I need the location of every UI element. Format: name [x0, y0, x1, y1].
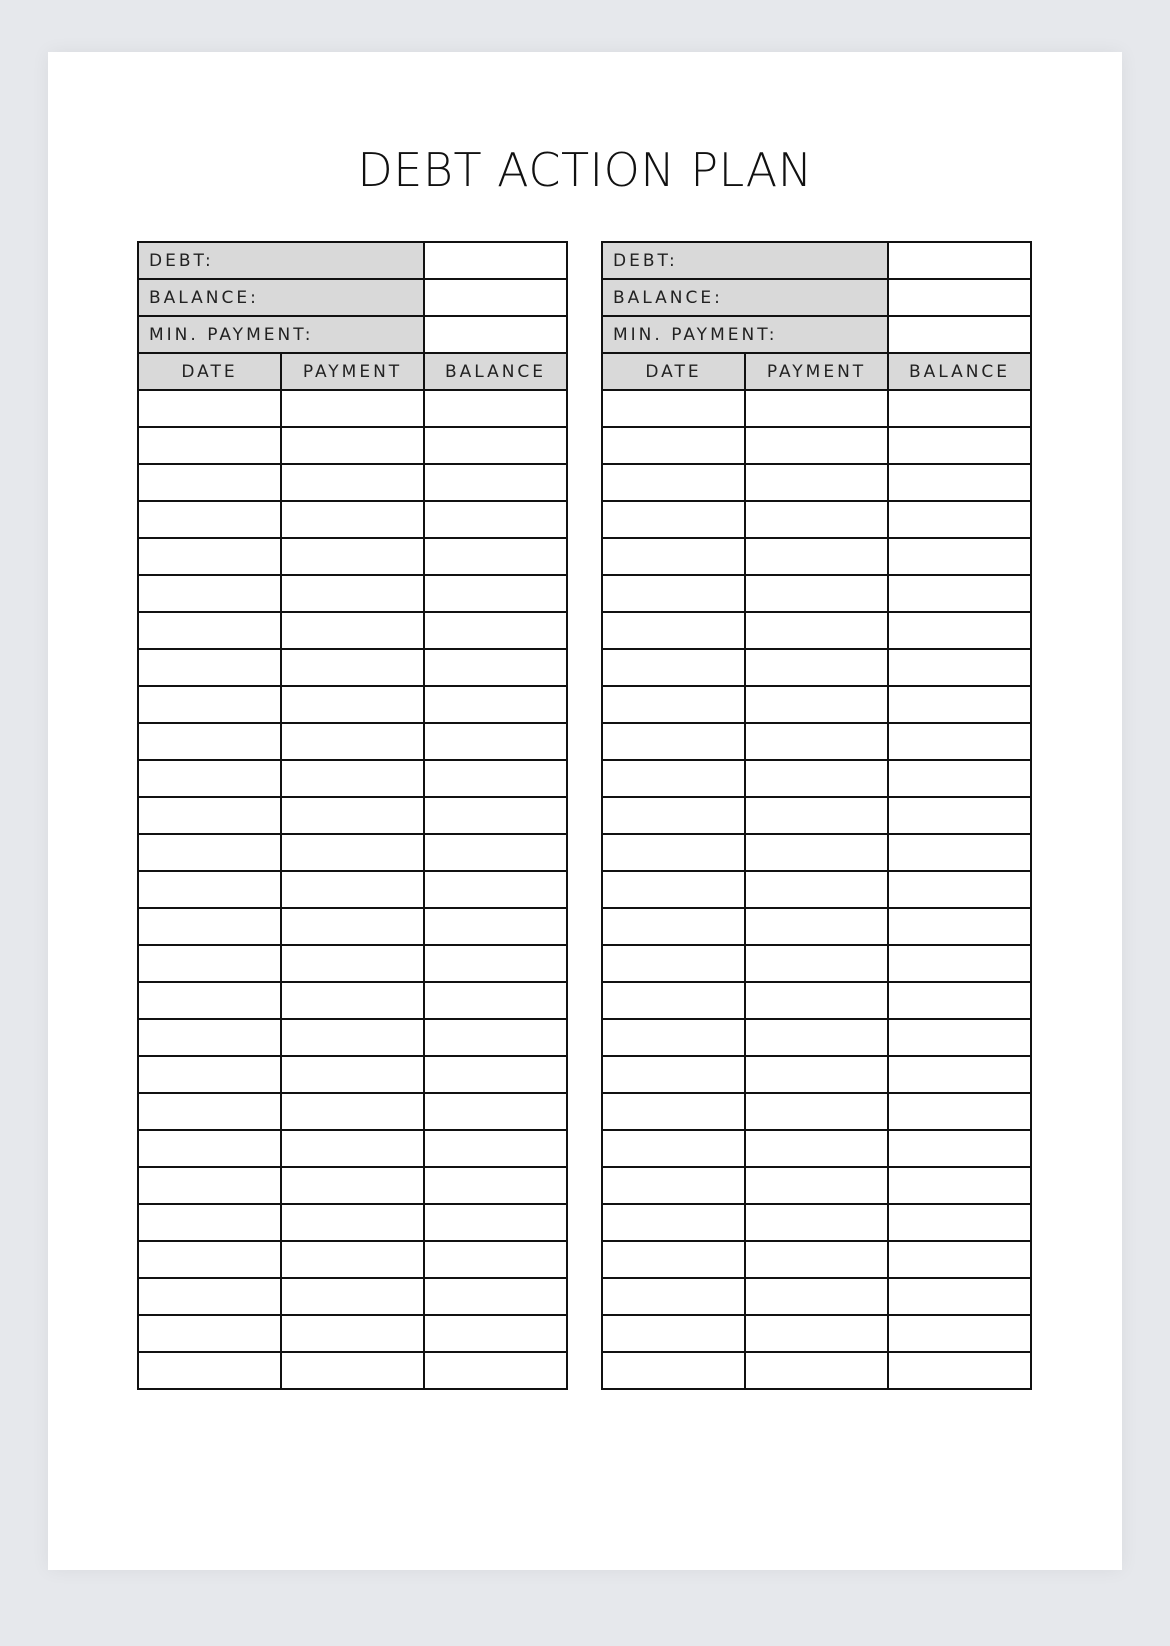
- payment-cell[interactable]: [745, 723, 888, 760]
- balance-cell[interactable]: [424, 1019, 567, 1056]
- payment-cell[interactable]: [281, 982, 424, 1019]
- payment-cell[interactable]: [745, 760, 888, 797]
- balance-cell[interactable]: [888, 575, 1031, 612]
- date-cell[interactable]: [138, 575, 281, 612]
- min-payment-row: [138, 316, 567, 353]
- balance-cell[interactable]: [888, 464, 1031, 501]
- debt-value-field[interactable]: [424, 242, 567, 279]
- date-cell[interactable]: [138, 982, 281, 1019]
- payment-cell[interactable]: [745, 427, 888, 464]
- balance-cell[interactable]: [888, 538, 1031, 575]
- date-cell[interactable]: [138, 427, 281, 464]
- date-cell[interactable]: [138, 871, 281, 908]
- payment-cell[interactable]: [281, 723, 424, 760]
- balance-cell[interactable]: [888, 501, 1031, 538]
- date-cell[interactable]: [138, 760, 281, 797]
- balance-cell[interactable]: [888, 1130, 1031, 1167]
- entry-row: [138, 1241, 567, 1278]
- payment-cell[interactable]: [745, 871, 888, 908]
- entry-row: [602, 538, 1031, 575]
- payment-cell[interactable]: [281, 1241, 424, 1278]
- balance-cell[interactable]: [424, 871, 567, 908]
- balance-cell[interactable]: [424, 760, 567, 797]
- entry-row: [138, 464, 567, 501]
- entry-row: [138, 982, 567, 1019]
- entry-row: [138, 1167, 567, 1204]
- balance-cell[interactable]: [424, 649, 567, 686]
- column-header-row: [138, 353, 567, 390]
- date-column-header: DATE: [138, 353, 281, 390]
- date-cell[interactable]: [138, 1130, 281, 1167]
- date-cell[interactable]: [602, 390, 745, 427]
- date-cell[interactable]: [138, 464, 281, 501]
- balance-cell[interactable]: [888, 1241, 1031, 1278]
- payment-column-header: PAYMENT: [745, 353, 888, 390]
- entry-row: [138, 649, 567, 686]
- entry-row: [602, 1204, 1031, 1241]
- balance-cell[interactable]: [424, 982, 567, 1019]
- balance-cell[interactable]: [424, 427, 567, 464]
- date-cell[interactable]: [138, 1019, 281, 1056]
- entry-row: [138, 1315, 567, 1352]
- entry-row: [602, 871, 1031, 908]
- balance-cell[interactable]: [888, 723, 1031, 760]
- balance-cell[interactable]: [424, 1056, 567, 1093]
- payment-cell[interactable]: [745, 1352, 888, 1389]
- balance-cell[interactable]: [424, 797, 567, 834]
- entry-row: [602, 1278, 1031, 1315]
- payment-cell[interactable]: [745, 390, 888, 427]
- debt-tracker-table-left: [137, 241, 568, 1390]
- payment-cell[interactable]: [745, 575, 888, 612]
- balance-value-field[interactable]: [424, 279, 567, 316]
- balance-cell[interactable]: [424, 1241, 567, 1278]
- date-cell[interactable]: [138, 1056, 281, 1093]
- date-cell[interactable]: [602, 575, 745, 612]
- date-cell[interactable]: [602, 760, 745, 797]
- balance-cell[interactable]: [888, 982, 1031, 1019]
- entry-row: [602, 1056, 1031, 1093]
- entry-row: [138, 686, 567, 723]
- payment-cell[interactable]: [281, 612, 424, 649]
- balance-cell[interactable]: [424, 723, 567, 760]
- date-cell[interactable]: [602, 982, 745, 1019]
- date-cell[interactable]: [602, 612, 745, 649]
- balance-cell[interactable]: [888, 649, 1031, 686]
- balance-value-field[interactable]: [888, 279, 1031, 316]
- debt-value-field[interactable]: [888, 242, 1031, 279]
- payment-cell[interactable]: [745, 501, 888, 538]
- entry-row: [138, 1093, 567, 1130]
- date-cell[interactable]: [602, 908, 745, 945]
- debt-row: [602, 242, 1031, 279]
- payment-cell[interactable]: [745, 464, 888, 501]
- entry-row: [602, 612, 1031, 649]
- date-cell[interactable]: [602, 871, 745, 908]
- payment-cell[interactable]: [281, 390, 424, 427]
- payment-cell[interactable]: [281, 871, 424, 908]
- balance-cell[interactable]: [888, 1315, 1031, 1352]
- debt-label: DEBT:: [138, 242, 424, 279]
- balance-cell[interactable]: [424, 945, 567, 982]
- payment-cell[interactable]: [281, 797, 424, 834]
- entry-row: [602, 1130, 1031, 1167]
- entry-row: [138, 612, 567, 649]
- balance-cell[interactable]: [888, 945, 1031, 982]
- date-cell[interactable]: [138, 945, 281, 982]
- date-cell[interactable]: [602, 1315, 745, 1352]
- balance-cell[interactable]: [888, 871, 1031, 908]
- date-cell[interactable]: [138, 1315, 281, 1352]
- payment-cell[interactable]: [745, 982, 888, 1019]
- date-cell[interactable]: [138, 1278, 281, 1315]
- balance-cell[interactable]: [424, 1204, 567, 1241]
- entry-row: [138, 1130, 567, 1167]
- payment-cell[interactable]: [745, 1019, 888, 1056]
- payment-cell[interactable]: [281, 1204, 424, 1241]
- entry-row: [138, 871, 567, 908]
- balance-cell[interactable]: [424, 1167, 567, 1204]
- balance-cell[interactable]: [888, 1093, 1031, 1130]
- entry-row: [138, 1204, 567, 1241]
- page-title: DEBT ACTION PLAN: [357, 143, 813, 197]
- entry-row: [138, 501, 567, 538]
- date-cell[interactable]: [602, 649, 745, 686]
- date-cell[interactable]: [138, 723, 281, 760]
- min-payment-value-field[interactable]: [888, 316, 1031, 353]
- min-payment-row: [602, 316, 1031, 353]
- balance-cell[interactable]: [888, 1167, 1031, 1204]
- balance-cell[interactable]: [424, 834, 567, 871]
- payment-cell[interactable]: [745, 908, 888, 945]
- date-cell[interactable]: [602, 723, 745, 760]
- balance-cell[interactable]: [424, 1352, 567, 1389]
- entry-row: [602, 760, 1031, 797]
- entry-row: [602, 390, 1031, 427]
- payment-cell[interactable]: [745, 945, 888, 982]
- balance-cell[interactable]: [888, 1056, 1031, 1093]
- entry-row: [138, 575, 567, 612]
- payment-cell[interactable]: [745, 686, 888, 723]
- balance-cell[interactable]: [424, 464, 567, 501]
- balance-cell[interactable]: [888, 797, 1031, 834]
- debt-label: DEBT:: [602, 242, 888, 279]
- payment-cell[interactable]: [745, 538, 888, 575]
- date-cell[interactable]: [602, 1130, 745, 1167]
- payment-cell[interactable]: [745, 1278, 888, 1315]
- date-cell[interactable]: [602, 797, 745, 834]
- entry-row: [602, 945, 1031, 982]
- payment-cell[interactable]: [745, 1093, 888, 1130]
- date-cell[interactable]: [602, 1204, 745, 1241]
- payment-cell[interactable]: [281, 1019, 424, 1056]
- balance-cell[interactable]: [424, 538, 567, 575]
- date-cell[interactable]: [602, 1093, 745, 1130]
- entry-row: [138, 723, 567, 760]
- balance-label: BALANCE:: [138, 279, 424, 316]
- payment-cell[interactable]: [745, 834, 888, 871]
- date-cell[interactable]: [138, 1352, 281, 1389]
- date-cell[interactable]: [138, 1093, 281, 1130]
- entry-row: [602, 982, 1031, 1019]
- payment-cell[interactable]: [281, 834, 424, 871]
- payment-cell[interactable]: [281, 760, 424, 797]
- balance-cell[interactable]: [424, 575, 567, 612]
- entry-row: [602, 1352, 1031, 1389]
- entry-row: [602, 575, 1031, 612]
- payment-cell[interactable]: [745, 797, 888, 834]
- date-cell[interactable]: [602, 1278, 745, 1315]
- entry-row: [602, 1167, 1031, 1204]
- balance-row: [138, 279, 567, 316]
- entry-row: [602, 834, 1031, 871]
- payment-cell[interactable]: [281, 908, 424, 945]
- payment-cell[interactable]: [745, 649, 888, 686]
- payment-cell[interactable]: [281, 501, 424, 538]
- entry-row: [138, 538, 567, 575]
- entry-row: [138, 1278, 567, 1315]
- payment-cell[interactable]: [281, 538, 424, 575]
- payment-cell[interactable]: [281, 1056, 424, 1093]
- date-cell[interactable]: [138, 538, 281, 575]
- date-cell[interactable]: [138, 834, 281, 871]
- entry-row: [602, 464, 1031, 501]
- payment-cell[interactable]: [281, 575, 424, 612]
- payment-cell[interactable]: [281, 1278, 424, 1315]
- date-cell[interactable]: [602, 1019, 745, 1056]
- balance-column-header: BALANCE: [424, 353, 567, 390]
- date-cell[interactable]: [602, 1056, 745, 1093]
- balance-cell[interactable]: [424, 1315, 567, 1352]
- date-cell[interactable]: [602, 945, 745, 982]
- payment-cell[interactable]: [745, 1204, 888, 1241]
- date-cell[interactable]: [602, 834, 745, 871]
- balance-cell[interactable]: [888, 427, 1031, 464]
- payment-cell[interactable]: [745, 1241, 888, 1278]
- date-cell[interactable]: [138, 1204, 281, 1241]
- date-cell[interactable]: [138, 1167, 281, 1204]
- entry-row: [602, 1241, 1031, 1278]
- entry-row: [602, 686, 1031, 723]
- entry-row: [602, 1093, 1031, 1130]
- balance-column-header: BALANCE: [888, 353, 1031, 390]
- date-cell[interactable]: [138, 612, 281, 649]
- payment-cell[interactable]: [281, 464, 424, 501]
- balance-cell[interactable]: [888, 686, 1031, 723]
- payment-cell[interactable]: [281, 1130, 424, 1167]
- balance-cell[interactable]: [888, 1019, 1031, 1056]
- entry-row: [138, 908, 567, 945]
- balance-cell[interactable]: [888, 834, 1031, 871]
- min-payment-label: MIN. PAYMENT:: [602, 316, 888, 353]
- date-cell[interactable]: [602, 538, 745, 575]
- balance-cell[interactable]: [424, 501, 567, 538]
- payment-cell[interactable]: [281, 649, 424, 686]
- debt-tracker-table-right: [601, 241, 1032, 1390]
- payment-cell[interactable]: [281, 1352, 424, 1389]
- balance-cell[interactable]: [424, 686, 567, 723]
- payment-column-header: PAYMENT: [281, 353, 424, 390]
- balance-cell[interactable]: [424, 908, 567, 945]
- balance-cell[interactable]: [424, 1093, 567, 1130]
- balance-label: BALANCE:: [602, 279, 888, 316]
- date-cell[interactable]: [138, 686, 281, 723]
- entry-row: [138, 945, 567, 982]
- payment-cell[interactable]: [745, 1315, 888, 1352]
- balance-cell[interactable]: [888, 1204, 1031, 1241]
- column-header-row: [602, 353, 1031, 390]
- payment-cell[interactable]: [745, 612, 888, 649]
- entry-row: [138, 1019, 567, 1056]
- date-cell[interactable]: [138, 1241, 281, 1278]
- date-cell[interactable]: [602, 464, 745, 501]
- debt-row: [138, 242, 567, 279]
- date-cell[interactable]: [138, 908, 281, 945]
- date-cell[interactable]: [138, 797, 281, 834]
- entry-row: [138, 797, 567, 834]
- date-cell[interactable]: [602, 501, 745, 538]
- entry-row: [602, 723, 1031, 760]
- date-column-header: DATE: [602, 353, 745, 390]
- balance-cell[interactable]: [424, 1130, 567, 1167]
- entry-row: [602, 1019, 1031, 1056]
- payment-cell[interactable]: [281, 1315, 424, 1352]
- balance-cell[interactable]: [888, 1278, 1031, 1315]
- balance-cell[interactable]: [888, 1352, 1031, 1389]
- date-cell[interactable]: [138, 649, 281, 686]
- payment-cell[interactable]: [281, 1093, 424, 1130]
- entry-row: [602, 1315, 1031, 1352]
- entry-row: [138, 834, 567, 871]
- min-payment-label: MIN. PAYMENT:: [138, 316, 424, 353]
- payment-cell[interactable]: [745, 1167, 888, 1204]
- date-cell[interactable]: [602, 1352, 745, 1389]
- date-cell[interactable]: [602, 686, 745, 723]
- balance-cell[interactable]: [888, 908, 1031, 945]
- entry-row: [138, 427, 567, 464]
- entry-row: [138, 760, 567, 797]
- payment-cell[interactable]: [281, 686, 424, 723]
- date-cell[interactable]: [138, 390, 281, 427]
- balance-cell[interactable]: [888, 612, 1031, 649]
- entry-row: [602, 908, 1031, 945]
- entry-row: [602, 501, 1031, 538]
- payment-cell[interactable]: [745, 1056, 888, 1093]
- date-cell[interactable]: [602, 1167, 745, 1204]
- balance-cell[interactable]: [424, 390, 567, 427]
- balance-cell[interactable]: [424, 612, 567, 649]
- payment-cell[interactable]: [745, 1130, 888, 1167]
- balance-row: [602, 279, 1031, 316]
- balance-cell[interactable]: [888, 760, 1031, 797]
- payment-cell[interactable]: [281, 1167, 424, 1204]
- date-cell[interactable]: [602, 1241, 745, 1278]
- min-payment-value-field[interactable]: [424, 316, 567, 353]
- payment-cell[interactable]: [281, 427, 424, 464]
- entry-row: [602, 797, 1031, 834]
- entry-row: [602, 427, 1031, 464]
- entry-row: [138, 1056, 567, 1093]
- balance-cell[interactable]: [888, 390, 1031, 427]
- entry-row: [602, 649, 1031, 686]
- balance-cell[interactable]: [424, 1278, 567, 1315]
- date-cell[interactable]: [602, 427, 745, 464]
- entry-row: [138, 1352, 567, 1389]
- entry-row: [138, 390, 567, 427]
- date-cell[interactable]: [138, 501, 281, 538]
- payment-cell[interactable]: [281, 945, 424, 982]
- printable-page: [48, 52, 1122, 1570]
